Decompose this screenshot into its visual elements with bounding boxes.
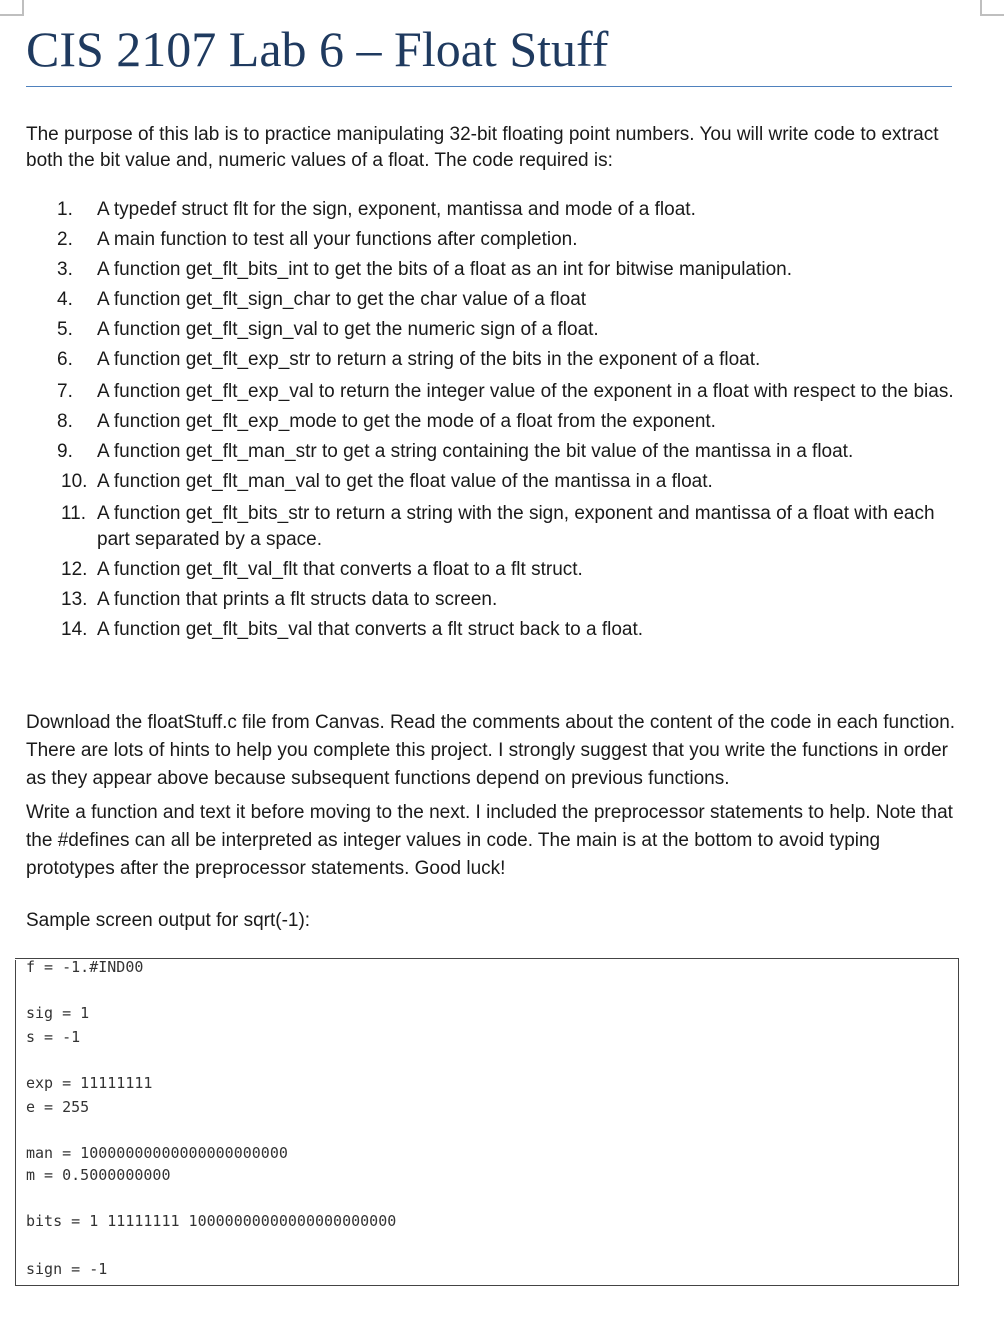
list-item (26, 501, 956, 553)
list-item-text: A function get_flt_exp_str to return a string of the bits in the exponent of a float. (97, 349, 761, 370)
list-item (26, 347, 956, 373)
list-item-number: 12. (61, 559, 88, 580)
list-item (26, 227, 956, 253)
output-line-bits: bits = 1 11111111 10000000000000000000000 (26, 1212, 397, 1230)
list-item-number: 10. (61, 471, 88, 492)
output-line-man: man = 10000000000000000000000 (26, 1144, 288, 1162)
output-line-f: f = -1.#IND00 (26, 958, 144, 976)
list-item-number: 5. (57, 319, 73, 340)
list-item-number: 2. (57, 229, 73, 250)
requirements-list (26, 197, 956, 647)
list-item-number: 14. (61, 619, 88, 640)
list-item (26, 617, 956, 643)
list-item-text: A main function to test all your functions after completion. (97, 229, 578, 250)
list-item-text: A function get_flt_bits_val that converts a flt struct back to a float. (97, 619, 644, 640)
list-item-text: A function get_flt_exp_mode to get the mode of a float from the exponent. (97, 411, 716, 432)
output-line-m: m = 0.5000000000 (26, 1166, 171, 1184)
list-item-number: 11. (61, 503, 87, 524)
list-item-number: 4. (57, 289, 73, 310)
title-divider (26, 86, 952, 87)
list-item-text: A function get_flt_val_flt that converts a float to a flt struct. (97, 559, 583, 580)
list-item-text: A function that prints a flt structs data to screen. (97, 589, 498, 610)
list-item (26, 587, 956, 613)
sample-output-box (15, 958, 959, 1286)
list-item-number: 7. (57, 381, 73, 402)
output-line-sign: sign = -1 (26, 1260, 108, 1278)
output-line-sig: sig = 1 (26, 1004, 90, 1022)
list-item (26, 409, 956, 435)
output-line-exp: exp = 11111111 (26, 1074, 153, 1092)
intro-paragraph: The purpose of this lab is to practice manipulating 32-bit floating point numbers. You will write code to extract both the bit value and, numeric values of a float. The code required is: (26, 124, 939, 171)
list-item-text: A function get_flt_bits_str to return a string with the sign, exponent and mantissa of a float with each part separated by a space. (97, 503, 935, 550)
list-item-number: 8. (57, 411, 73, 432)
list-item-text: A function get_flt_man_str to get a string containing the bit value of the mantissa in a float. (97, 441, 854, 462)
list-item (26, 469, 956, 495)
page-corner-mark-right (980, 0, 1004, 16)
list-item-number: 9. (57, 441, 73, 462)
list-item (26, 557, 956, 583)
list-item-text: A function get_flt_sign_char to get the char value of a float (97, 289, 587, 310)
list-item (26, 197, 956, 223)
list-item (26, 257, 956, 283)
list-item-text: A function get_flt_sign_val to get the numeric sign of a float. (97, 319, 599, 340)
list-item-text: A typedef struct flt for the sign, exponent, mantissa and mode of a float. (97, 199, 696, 220)
list-item-text: A function get_flt_exp_val to return the integer value of the exponent in a float with respect to the bias. (97, 381, 954, 402)
list-item-number: 1. (57, 199, 73, 220)
list-item (26, 317, 956, 343)
list-item-text: A function get_flt_bits_int to get the bits of a float as an int for bitwise manipulation. (97, 259, 792, 280)
list-item-number: 3. (57, 259, 73, 280)
download-paragraph: Download the floatStuff.c file from Canvas. Read the comments about the content of the code in each function. There are lots of hints to help you complete this project. I strongly suggest that you write the functions in order as they appear above because subsequent functions depend on previous functions. (26, 712, 956, 789)
write-paragraph: Write a function and text it before moving to the next. I included the preprocessor statements to help. Note that the #defines can all be interpreted as integer values in code. The main is at the bottom to avoid typing prototypes after the preprocessor statements. Good luck! (26, 802, 953, 879)
page-corner-mark-left (0, 0, 24, 16)
box-notch (15, 959, 25, 960)
list-item-number: 13. (61, 589, 88, 610)
list-item-text: A function get_flt_man_val to get the float value of the mantissa in a float. (97, 471, 713, 492)
list-item (26, 287, 956, 313)
page-title: CIS 2107 Lab 6 – Float Stuff (26, 21, 609, 77)
output-line-s: s = -1 (26, 1028, 81, 1046)
list-item (26, 379, 956, 405)
sample-output-label: Sample screen output for sqrt(-1): (26, 910, 311, 931)
output-line-e: e = 255 (26, 1098, 90, 1116)
list-item-number: 6. (57, 349, 73, 370)
list-item (26, 439, 956, 465)
